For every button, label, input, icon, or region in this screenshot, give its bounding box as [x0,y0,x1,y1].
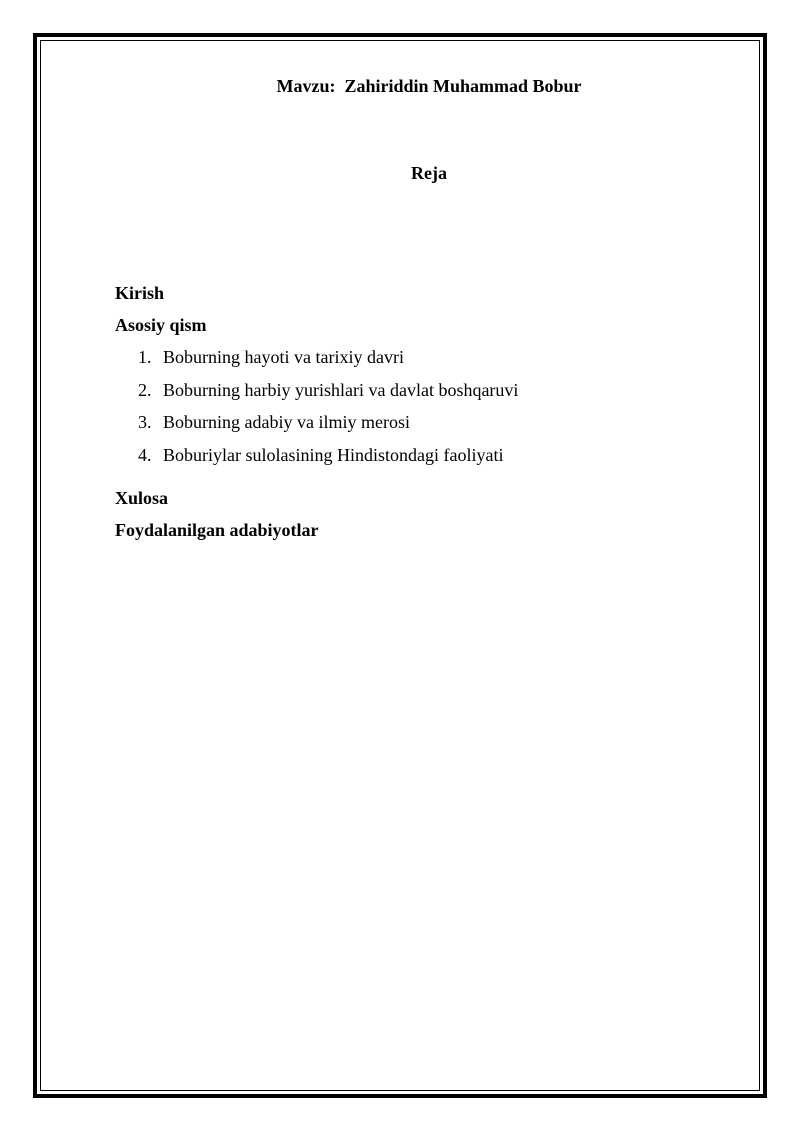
document-topic: Mavzu: Zahiriddin Muhammad Bobur [276,76,582,96]
intro-heading: Kirish [115,283,165,303]
plan-item-number: 4. [138,444,152,465]
plan-item-number: 2. [138,379,152,400]
plan-title: Reja [411,163,447,183]
main-part-heading: Asosiy qism [115,315,207,335]
plan-item-text: Boburning harbiy yurishlari va davlat boshqaruvi [163,379,519,400]
references-heading: Foydalanilgan adabiyotlar [115,520,319,540]
plan-item [138,445,518,478]
plan-list [138,347,518,477]
plan-item-number: 1. [138,347,152,367]
plan-item [138,412,518,445]
plan-item-text: Boburiylar sulolasining Hindistondagi faoliyati [163,444,504,465]
page-border-inner [40,40,760,1091]
plan-item [138,380,518,413]
plan-item-number: 3. [138,412,152,432]
plan-item-text: Boburning adabiy va ilmiy merosi [163,412,410,432]
plan-item-text: Boburning hayoti va tarixiy davri [163,347,404,367]
plan-item [138,347,518,380]
page-border [33,33,767,1098]
conclusion-heading: Xulosa [115,488,169,508]
